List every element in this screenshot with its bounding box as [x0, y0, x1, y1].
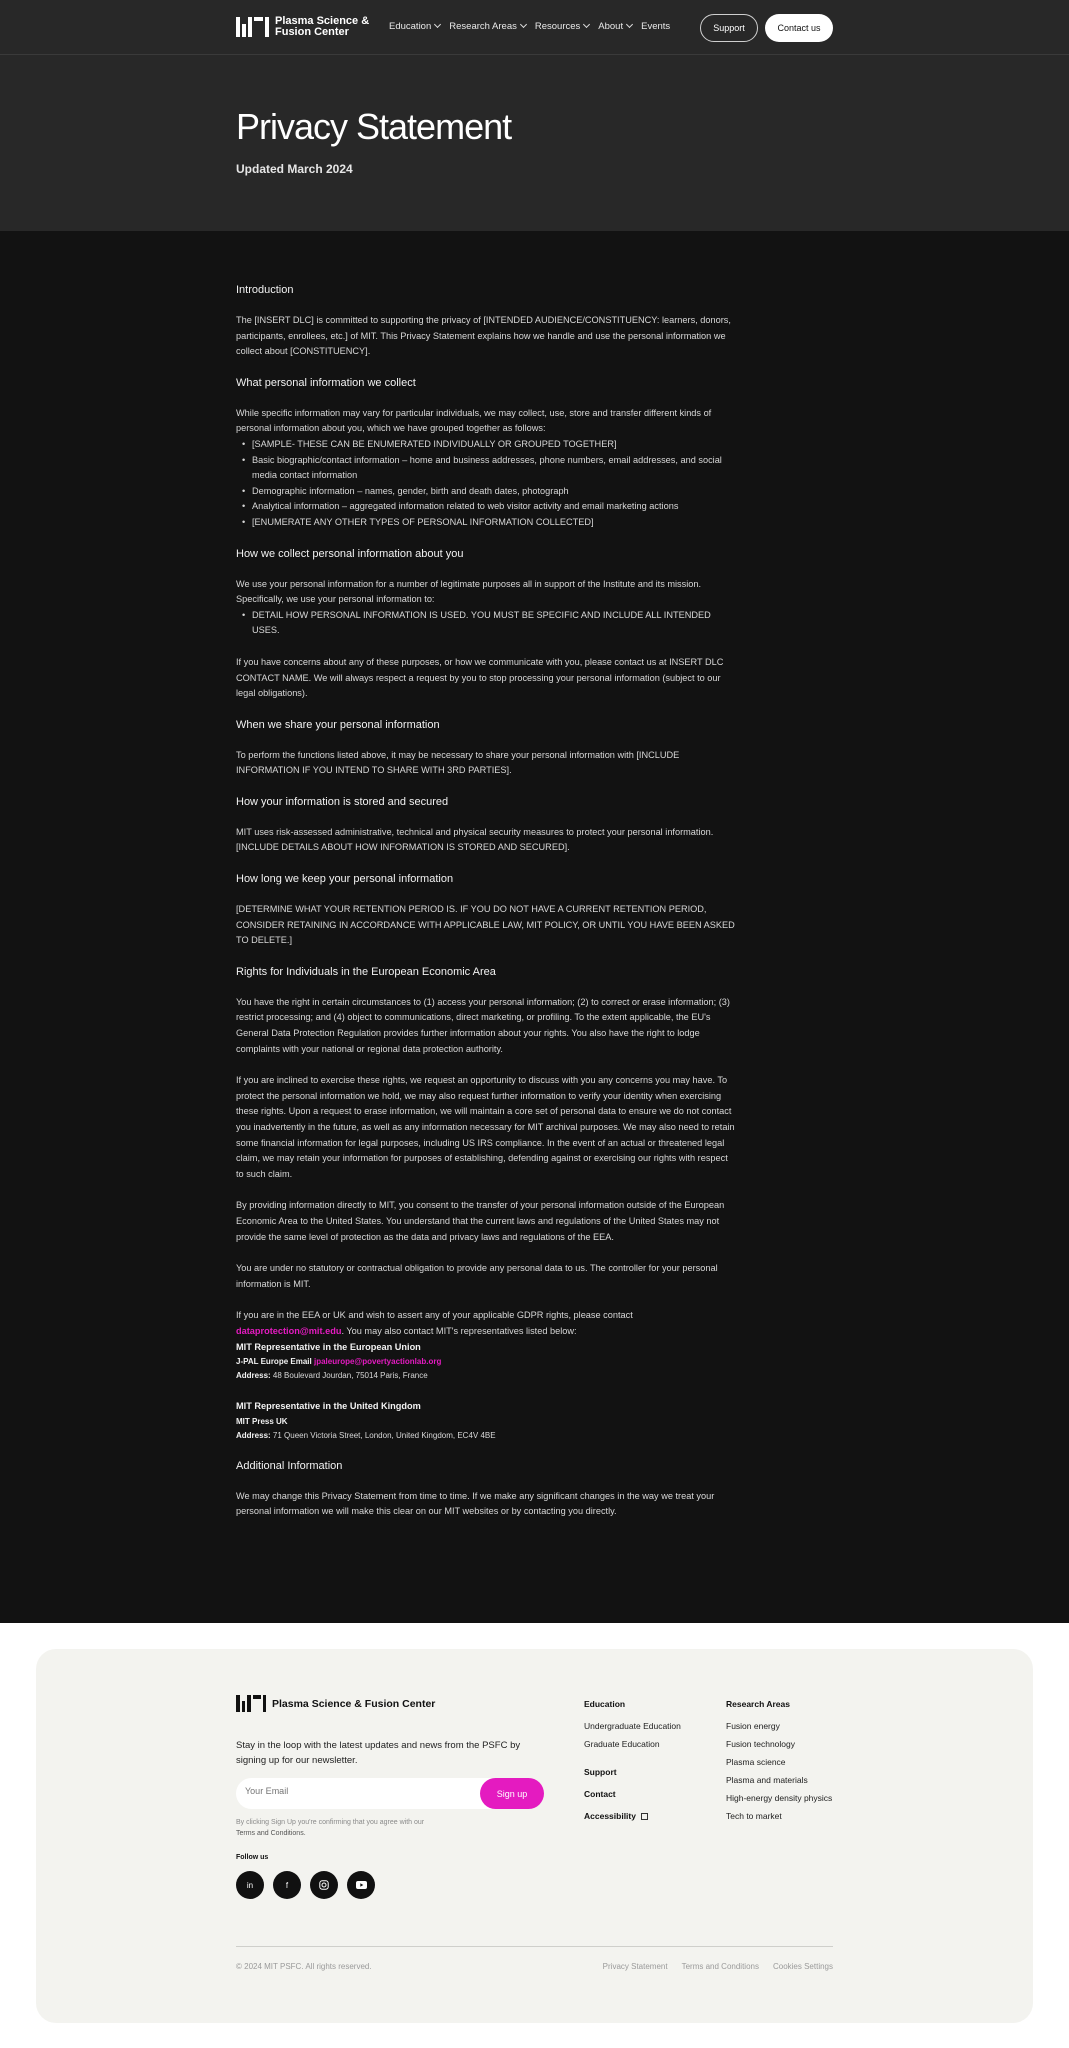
footer-divider — [236, 1946, 833, 1947]
paragraph: MIT uses risk-assessed administrative, technical and physical security measures to protect your personal information. [INCLUDE DETAILS ABOUT HOW INFORMATION IS STORED AND SECURED]. — [236, 826, 714, 853]
page-title: Privacy Statement — [236, 106, 512, 147]
instagram-icon[interactable] — [310, 1871, 338, 1899]
paragraph: By providing information directly to MIT, you consent to the transfer of your personal information outside of the European Economic Area to the United States. You understand that the current laws and regulations of the United States may not provide the same level of protection as the data and privacy laws and regulations of the EEA. — [236, 1200, 725, 1242]
paragraph: You have the right in certain circumstances to (1) access your personal information; (2) to correct or erase information; (3) restrict processing; and (4) object to communications, direct marketing, or profiling. To the extent applicable, the EU's General Data Protection Regulation provides further information about your rights. You also have the right to lodge complaints with your national or regional data protection authority. — [236, 996, 730, 1054]
footer-link[interactable]: High-energy density physics — [726, 1793, 833, 1803]
list-item: • Basic biographic/contact information – home and business addresses, phone numbers, email addresses, and social media contact information — [252, 453, 736, 484]
terms-link[interactable]: Terms and Conditions. — [236, 1830, 306, 1837]
footer-link[interactable]: Plasma and materials — [726, 1775, 808, 1785]
paragraph: If you are inclined to exercise these rights, we request an opportunity to discuss with you any concerns you may have. To protect the personal information we hold, we may also request further information to verify your identity when exercising these rights. Upon a request to erase information, we will maintain a core set of personal data to ensure we do not contact you inadvertently in the future, as well as any information necessary for MIT archival purposes. We may also need to retain some financial information for legal purposes, including US IRS compliance. In the event of an actual or threatened legal claim, we may retain your information for purposes of establishing, defending against or exercising our rights with respect to such claim. — [236, 1075, 735, 1179]
privacy-statement-link[interactable]: Privacy Statement — [602, 1962, 668, 1971]
page-header — [0, 0, 1069, 231]
nav-education[interactable]: Education — [389, 21, 440, 32]
footer-logo[interactable] — [236, 1695, 435, 1712]
uk-address-label: Address: — [236, 1430, 271, 1440]
chevron-down-icon — [434, 21, 441, 28]
consent-text — [236, 1817, 476, 1839]
gdpr-text-end: . You may also contact MIT's representatives listed below: — [341, 1325, 577, 1336]
footer-col-research — [726, 1695, 832, 1825]
section-heading: How we collect personal information about you — [236, 547, 464, 560]
education-heading[interactable]: Education — [584, 1699, 626, 1709]
uk-representative-heading: MIT Representative in the United Kingdom — [236, 1401, 421, 1412]
external-link-icon — [641, 1813, 648, 1820]
footer-logo-text: Plasma Science & Fusion Center — [272, 1697, 436, 1710]
newsletter-text: Stay in the loop with the latest updates and news from the PSFC by signing up for our newsletter. — [236, 1740, 521, 1766]
gdpr-contact-block — [236, 1308, 736, 1383]
footer-wrapper — [0, 1623, 1069, 2048]
paragraph: To perform the functions listed above, it may be necessary to share your personal information with [INCLUDE INFORMATION IF YOU INTEND TO SHARE WITH 3RD PARTIES]. — [236, 749, 680, 776]
main-menu — [389, 21, 670, 32]
section-heading: How long we keep your personal information — [236, 873, 454, 886]
email-input[interactable] — [245, 1786, 445, 1796]
footer-link[interactable]: Undergraduate Education — [584, 1721, 681, 1731]
footer-link[interactable]: Fusion energy — [726, 1721, 780, 1731]
paragraph: The [INSERT DLC] is committed to supporting the privacy of [INTENDED AUDIENCE/CONSTITUENCY: learners, donors, participants, enrollees, etc.] of MIT. This Privacy Statement explains how we handle and use the personal information we collect about [CONSTITUENCY]. — [236, 315, 731, 357]
paragraph: We may change this Privacy Statement from time to time. If we make any significant changes in the way we treat your personal information we will make this clear on our MIT websites or by contacting you directly. — [236, 1490, 715, 1517]
dataprotection-email-link[interactable]: dataprotection@mit.edu — [236, 1325, 342, 1336]
accessibility-link[interactable]: Accessibility — [584, 1807, 681, 1825]
nav-resources[interactable]: Resources — [535, 21, 589, 32]
youtube-icon[interactable] — [347, 1871, 375, 1899]
top-nav — [0, 0, 1069, 55]
footer-link[interactable]: Fusion technology — [726, 1739, 795, 1749]
signup-button[interactable]: Sign up — [480, 1778, 544, 1809]
eu-address-label: Address: — [236, 1371, 271, 1381]
logo-text: Plasma Science & Fusion Center — [275, 15, 370, 38]
social-links — [236, 1871, 375, 1899]
main-content — [0, 231, 1069, 1623]
contact-us-button[interactable]: Contact us — [765, 14, 833, 42]
nav-research-areas[interactable]: Research Areas — [449, 21, 526, 32]
facebook-icon[interactable]: f — [273, 1871, 301, 1899]
nav-events[interactable]: Events — [641, 21, 671, 32]
site-footer — [36, 1649, 1033, 2023]
updated-date: Updated March 2024 — [236, 162, 353, 176]
chevron-down-icon — [626, 21, 633, 28]
support-button[interactable]: Support — [700, 14, 758, 42]
gdpr-text: If you are in the EEA or UK and wish to assert any of your applicable GDPR rights, please contact — [236, 1310, 633, 1321]
section-heading: Additional Information — [236, 1459, 343, 1472]
follow-us-label: Follow us — [236, 1854, 269, 1861]
site-logo[interactable] — [236, 16, 395, 38]
eu-representative-heading: MIT Representative in the European Union — [236, 1341, 421, 1352]
paragraph: [DETERMINE WHAT YOUR RETENTION PERIOD IS. IF YOU DO NOT HAVE A CURRENT RETENTION PERIOD, CONSIDER RETAINING IN ACCORDANCE WITH APPLICABLE LAW, MIT POLICY, OR UNTIL YOU HAVE BEEN ASKED TO DELETE.] — [236, 904, 735, 946]
eu-org-label: J-PAL Europe Email — [236, 1357, 312, 1367]
footer-col-education — [584, 1695, 681, 1829]
section-heading: When we share your personal information — [236, 718, 440, 731]
jpal-email-link[interactable]: jpaleurope@povertyactionlab.org — [313, 1357, 442, 1367]
nav-about[interactable]: About — [598, 21, 632, 32]
research-heading[interactable]: Research Areas — [726, 1699, 790, 1709]
paragraph: We use your personal information for a number of legitimate purposes all in support of the Institute and its mission. Specifically, we use your personal information to: — [236, 578, 702, 605]
list-item: • Demographic information – names, gender, birth and death dates, photograph — [252, 484, 736, 500]
list-item: • [SAMPLE- THESE CAN BE ENUMERATED INDIVIDUALLY OR GROUPED TOGETHER] — [252, 437, 736, 453]
contact-link[interactable]: Contact — [584, 1789, 616, 1799]
linkedin-icon[interactable]: in — [236, 1871, 264, 1899]
mit-logo-icon — [236, 17, 269, 37]
section-heading: Introduction — [236, 284, 294, 296]
newsletter-form — [236, 1778, 544, 1809]
collect-list — [252, 437, 736, 531]
mit-logo-icon — [236, 1695, 266, 1712]
consent-label: By clicking Sign Up you're confirming that you agree with our — [236, 1819, 425, 1826]
footer-link[interactable]: Graduate Education — [584, 1739, 660, 1749]
paragraph: While specific information may vary for particular individuals, we may collect, use, store and transfer different kinds of personal information about you, which we have grouped together as follows: — [236, 407, 712, 434]
list-item: • [ENUMERATE ANY OTHER TYPES OF PERSONAL INFORMATION COLLECTED] — [252, 515, 736, 531]
list-item: • DETAIL HOW PERSONAL INFORMATION IS USED. YOU MUST BE SPECIFIC AND INCLUDE ALL INTENDED USES. — [252, 608, 736, 639]
section-heading: What personal information we collect — [236, 376, 416, 389]
copyright: © 2024 MIT PSFC. All rights reserved. — [236, 1962, 372, 1971]
footer-link[interactable]: Plasma science — [726, 1757, 786, 1767]
uk-address: 71 Queen Victoria Street, London, United Kingdom, EC4V 4BE — [272, 1430, 496, 1440]
privacy-article — [236, 283, 736, 1520]
uk-org: MIT Press UK — [236, 1416, 288, 1426]
uk-representative-block — [236, 1399, 736, 1443]
use-list — [252, 608, 736, 639]
footer-link[interactable]: Tech to market — [726, 1811, 782, 1821]
support-link[interactable]: Support — [584, 1767, 617, 1777]
cookies-settings-link[interactable]: Cookies Settings — [772, 1962, 833, 1971]
chevron-down-icon — [520, 21, 527, 28]
legal-links — [603, 1962, 833, 1971]
eu-address: 48 Boulevard Jourdan, 75014 Paris, France — [272, 1371, 428, 1381]
section-heading: How your information is stored and secured — [236, 795, 449, 808]
paragraph: You are under no statutory or contractual obligation to provide any personal data to us. The controller for your personal information is MIT. — [236, 1263, 718, 1289]
terms-link[interactable]: Terms and Conditions — [681, 1962, 759, 1971]
list-item: • Analytical information – aggregated information related to web visitor activity and email marketing actions — [252, 499, 736, 515]
paragraph: If you have concerns about any of these purposes, or how we communicate with you, please contact us at INSERT DLC CONTACT NAME. We will always respect a request by you to stop processing your personal information (subject to our legal obligations). — [236, 656, 724, 699]
chevron-down-icon — [583, 21, 590, 28]
section-heading: Rights for Individuals in the European Economic Area — [236, 965, 496, 978]
